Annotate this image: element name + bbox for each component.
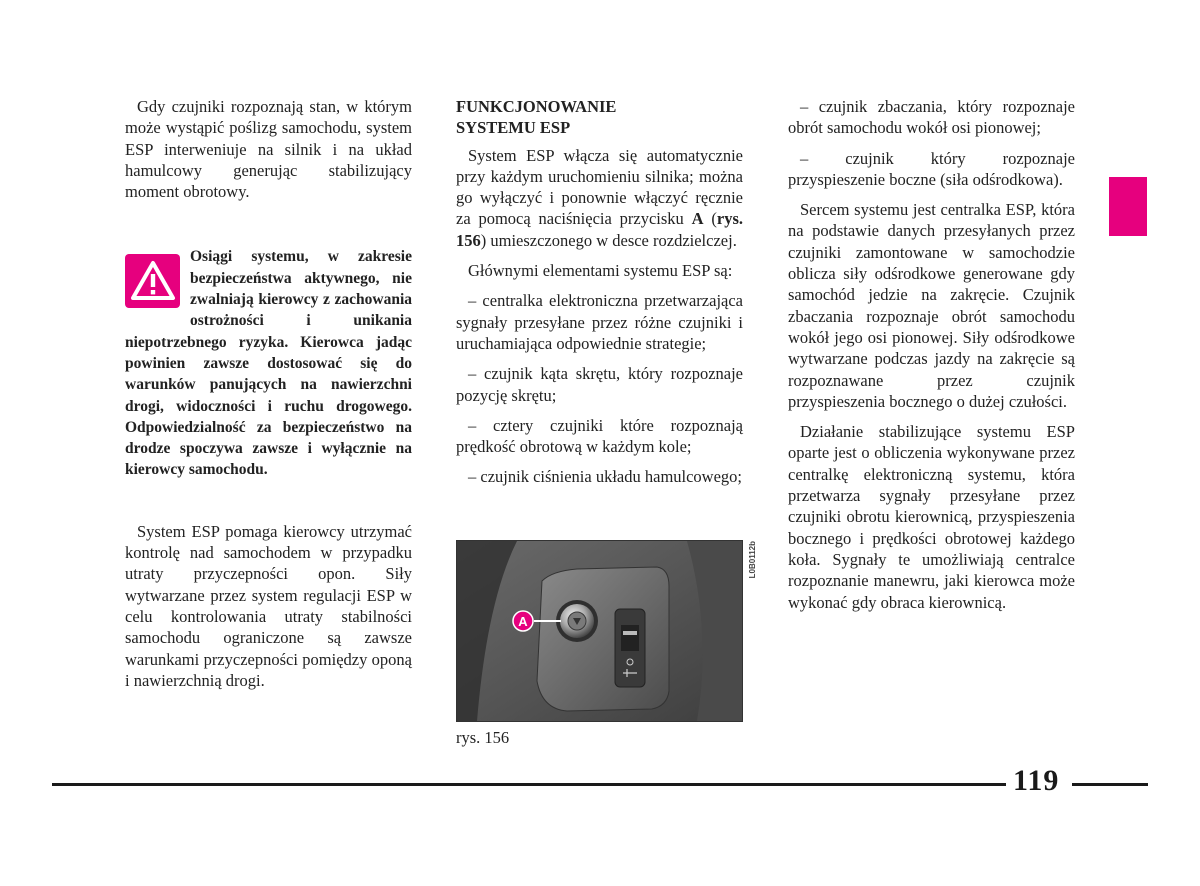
heading-line-2: SYSTEMU ESP	[456, 118, 571, 138]
paragraph-esp-intervention: Gdy czujniki rozpoznają stan, w którym może wystąpić poślizg samochodu, system ESP interweniuje na silnik i na układ hamulcowy generując stabilizujący moment obrotowy.	[125, 97, 412, 202]
paragraph-main-elements: Głównymi elementami systemu ESP są:	[468, 261, 733, 281]
paragraph-esp-activation-text-1: System ESP włącza się automatycznie przy każdym uruchomieniu silnika; można go wyłączyć i ponownie włączyć ręcznie za pomocą naciśnięcia przycisku	[456, 145, 743, 229]
section-tab-marker	[1109, 177, 1147, 236]
paragraph-esp-activation-paren: (	[703, 209, 717, 229]
figure-caption: rys. 156	[456, 728, 510, 747]
list-item: – cztery czujniki które rozpoznają prędkość obrotową w każdym kole;	[456, 415, 743, 457]
callout-label-a: A	[518, 614, 528, 629]
section-heading	[456, 96, 743, 139]
figure-reference: rys. 156	[456, 209, 743, 250]
figure-id-code: L0B0112b	[748, 541, 757, 579]
figure-156	[456, 540, 743, 722]
left-column	[125, 96, 412, 691]
paragraph-esp-helps-driver: System ESP pomaga kierowcy utrzymać kontrolę nad samochodem w przypadku utraty przyczepności opon. Siły wytwarzane przez system regulacji ESP w celu kontrolowania utraty stabilności samochodu ograniczone są zawsze warunkami przyczepności pomiędzy oponą i nawierzchnią drogi.	[125, 521, 412, 690]
paragraph-central-unit: Sercem systemu jest centralka ESP, która na podstawie danych przesyłanych przez czujniki zamontowane w samochodzie oblicza siły odśrodkowe generowane gdy samochód jedzie na zakręcie. Czujnik zbaczania rozpoznaje obrót samochodu wokół jego osi pionowej. Siły odśrodkowe wytwarzane podczas jazdy na zakręcie są rozpoznawane przez czujnik przyspieszenia bocznego o dużej czułości.	[788, 200, 1075, 411]
warning-triangle-icon	[125, 254, 180, 308]
footer-rule-right	[1072, 783, 1148, 786]
paragraph-esp-activation-text-2: ) umieszczonego w desce rozdzielczej.	[480, 230, 737, 250]
heading-line-1: FUNKCJONOWANIE	[456, 97, 617, 116]
page-number: 119	[1013, 764, 1060, 797]
button-a-reference: A	[691, 209, 704, 229]
list-item: – centralka elektroniczna przetwarzająca sygnały przesyłane przez różne czujniki i uruchamiająca odpowiednie strategie;	[456, 291, 743, 353]
middle-column	[456, 96, 743, 488]
paragraph-esp-activation	[456, 145, 743, 251]
esp-button-illustration	[457, 541, 742, 721]
list-item: – czujnik zbaczania, który rozpoznaje obrót samochodu wokół osi pionowej;	[788, 97, 1075, 138]
warning-text: Osiągi systemu, w zakresie bezpieczeństwa aktywnego, nie zwalniają kierowcy z zachowania ostrożności i unikania niepotrzebnego ryzyka. Kierowca jadąc powinien zawsze dostosować się do warunków panujących na nawierzchni drogi, widoczności i ruchu drogowego. Odpowiedzialność za bezpieczeństwo na drodze spoczywa zawsze i wyłącznie na kierowcy samochodu.	[125, 248, 412, 479]
footer-rule-left	[52, 783, 1006, 786]
right-column	[788, 96, 1075, 613]
list-item: – czujnik ciśnienia układu hamulcowego;	[468, 467, 743, 487]
figure-photo	[456, 540, 743, 722]
list-item: – czujnik który rozpoznaje przyspieszenie boczne (siła odśrodkowa).	[788, 148, 1075, 189]
paragraph-stabilizing-action: Działanie stabilizujące systemu ESP oparte jest o obliczenia wykonywane przez centralkę elektroniczną systemu, która przetwarza sygnały przesyłane przez czujniki obrotu kierownicą, przyspieszenia bocznego i prędkości obrotowej każdego koła. Sygnały te umożliwiają centralce rozpoznanie manewru, jaki kierowca może wykonać gdy obraca kierownicą.	[788, 422, 1075, 612]
list-item: – czujnik kąta skrętu, który rozpoznaje pozycję skrętu;	[456, 364, 743, 405]
warning-box	[125, 246, 412, 480]
